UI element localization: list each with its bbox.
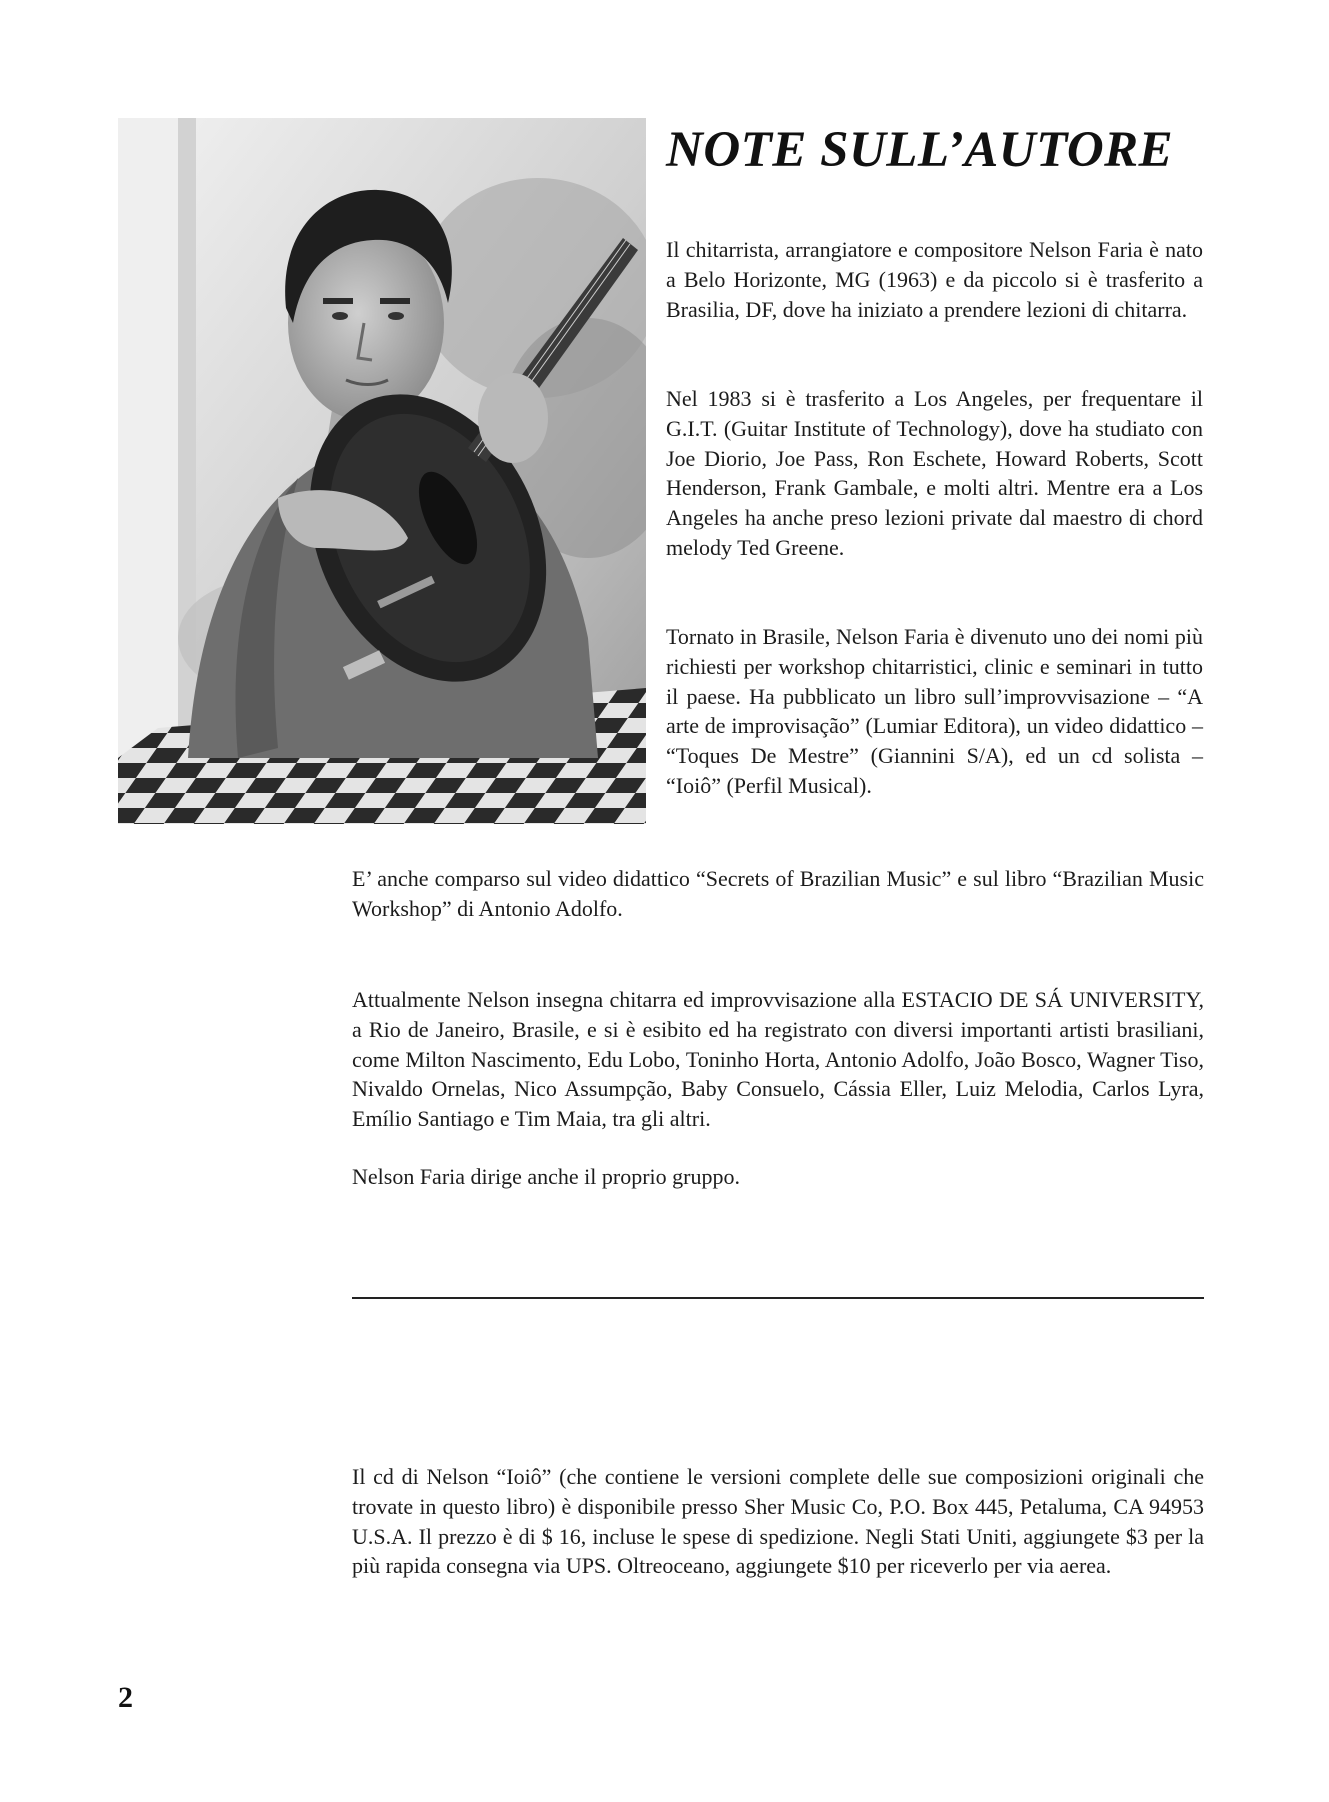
section-divider [352,1297,1204,1299]
bio-paragraph-los-angeles: Nel 1983 si è trasferito a Los Angeles, per frequentare il G.I.T. (Guitar Institute of Technology), dove ha studiato con Joe Diorio, Joe Pass, Ron Eschete, Howard Roberts, Scott Henderson, Frank Gambale, e molti altri. Mentre era a Los Angeles ha anche preso lezioni private dal maestro di chord melody Ted Greene. [666,386,1203,560]
author-photo-icon [118,118,646,824]
cd-order-paragraph: Il cd di Nelson “Ioiô” (che contiene le versioni complete delle sue composizioni originali che trovate in questo libro) è disponibile presso Sher Music Co, P.O. Box 445, Petaluma, CA 94953 U.S.A. Il prezzo è di $ 16, incluse le spese di spedizione. Negli Stati Uniti, aggiungete $3 per la più rapida consegna via UPS. Oltreoceano, aggiungete $10 per riceverlo per via aerea. [352,1464,1204,1579]
bio-paragraph-brasile: Tornato in Brasile, Nelson Faria è divenuto uno dei nomi più richiesti per workshop chitarristici, clinic e seminari in tutto il paese. Ha pubblicato un libro sull’improvvisazione – “A arte de improvisação” (Lumiar Editora), un video didattico – “Toques De Mestre” (Giannini S/A), ed un cd solista – “Ioiô” (Perfil Musical). [666,624,1203,798]
bio-paragraph-video: E’ anche comparso sul video didattico “Secrets of Brazilian Music” e sul libro “Brazilian Music Workshop” di Antonio Adolfo. [352,866,1204,921]
bio-paragraph-university: Attualmente Nelson insegna chitarra ed improvvisazione alla ESTACIO DE SÁ UNIVERSITY, a Rio de Janeiro, Brasile, e si è esibito ed ha registrato con diversi importanti artisti brasiliani, come Milton Nascimento, Edu Lobo, Toninho Horta, Antonio Adolfo, João Bosco, Wagner Tiso, Nivaldo Ornelas, Nico Assumpção, Baby Consuelo, Cássia Eller, Luiz Melodia, Carlos Lyra, Emílio Santiago e Tim Maia, tra gli altri. [352,987,1204,1132]
bio-paragraph-birth: Il chitarrista, arrangiatore e compositore Nelson Faria è nato a Belo Horizonte, MG (1963) e da piccolo si è trasferito a Brasilia, DF, dove ha iniziato a prendere lezioni di chitarra. [666,237,1203,322]
author-photo [118,118,646,824]
bio-paragraph-group: Nelson Faria dirige anche il proprio gruppo. [352,1164,740,1189]
page-number: 2 [118,1681,133,1714]
page-title: NOTE SULL’AUTORE [666,122,1174,178]
